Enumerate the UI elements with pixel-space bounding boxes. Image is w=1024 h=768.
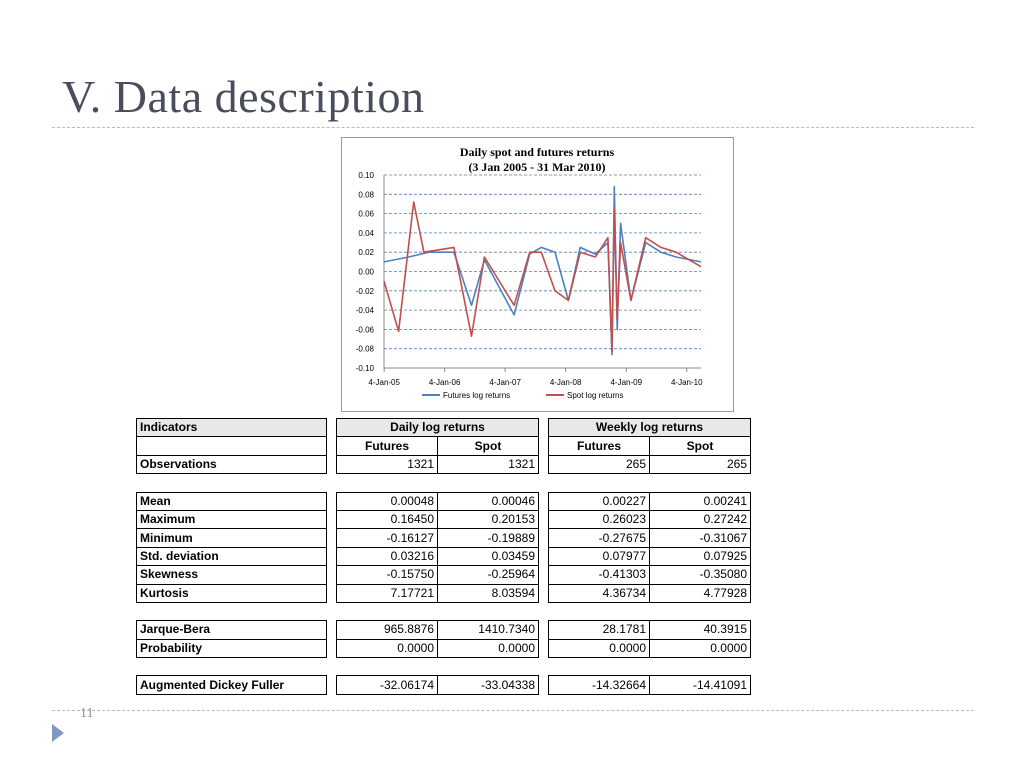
row-label: Std. deviation — [136, 547, 327, 565]
cell-weekly-futures: 0.00227 — [548, 492, 649, 510]
cell-weekly-spot: -0.31067 — [649, 528, 751, 546]
table-header-row — [136, 418, 751, 436]
legend-label: Spot log returns — [567, 391, 624, 400]
x-tick-label: 4-Jan-07 — [489, 378, 521, 387]
slide-title: V. Data description — [62, 71, 425, 122]
cell-weekly-futures: 4.36734 — [548, 584, 649, 603]
cell-daily-futures: 7.17721 — [336, 584, 437, 603]
cell-weekly-spot: 40.3915 — [649, 620, 751, 638]
cell-weekly-spot: -0.35080 — [649, 565, 751, 583]
x-tick-label: 4-Jan-08 — [549, 378, 582, 387]
table-row — [136, 492, 751, 510]
indicators-subheader-blank — [136, 436, 327, 454]
table-row — [136, 565, 751, 583]
page-number: 11 — [80, 706, 94, 721]
x-tick-label: 4-Jan-09 — [610, 378, 643, 387]
y-tick-label: -0.08 — [355, 344, 374, 354]
weekly-futures-header: Futures — [548, 436, 649, 454]
y-tick-label: -0.02 — [355, 286, 374, 296]
cell-daily-spot: -0.19889 — [437, 528, 539, 546]
cell-weekly-spot: 0.27242 — [649, 510, 751, 528]
title-divider — [52, 127, 974, 128]
returns-chart-svg — [342, 138, 733, 411]
indicators-header: Indicators — [136, 418, 327, 436]
cell-daily-futures: 0.00048 — [336, 492, 437, 510]
play-arrow-icon — [52, 724, 64, 742]
cell-daily-spot: 0.00046 — [437, 492, 539, 510]
x-tick-label: 4-Jan-05 — [368, 378, 400, 387]
y-tick-label: -0.10 — [355, 364, 374, 373]
table-row-observations — [136, 455, 751, 474]
cell-weekly-futures: -0.41303 — [548, 565, 649, 583]
table-row — [136, 528, 751, 546]
daily-spot-header: Spot — [437, 436, 539, 454]
table-row — [136, 620, 751, 638]
cell-weekly-futures: 0.0000 — [548, 639, 649, 658]
cell-weekly-futures: 28.1781 — [548, 620, 649, 638]
cell-daily-futures: 965.8876 — [336, 620, 437, 638]
table-row — [136, 547, 751, 565]
y-tick-label: 0.02 — [358, 248, 374, 258]
cell-daily-spot: 0.03459 — [437, 547, 539, 565]
y-tick-label: 0.10 — [358, 171, 374, 180]
cell-daily-spot: 0.20153 — [437, 510, 539, 528]
row-label: Probability — [136, 639, 327, 658]
table-row — [136, 584, 751, 603]
cell-daily-futures: 0.16450 — [336, 510, 437, 528]
cell-daily-spot: 8.03594 — [437, 584, 539, 603]
y-tick-label: -0.06 — [355, 325, 374, 335]
cell-weekly-spot: 0.00241 — [649, 492, 751, 510]
cell-daily-spot: 0.0000 — [437, 639, 539, 658]
weekly-returns-header: Weekly log returns — [548, 418, 751, 436]
daily-returns-header: Daily log returns — [336, 418, 539, 436]
legend-label: Futures log returns — [443, 391, 511, 400]
stationarity-section — [136, 675, 751, 694]
cell-daily-spot: 1410.7340 — [437, 620, 539, 638]
cell-daily-futures: 0.0000 — [336, 639, 437, 658]
cell-daily-futures: 0.03216 — [336, 547, 437, 565]
row-label: Kurtosis — [136, 584, 327, 603]
cell-daily-futures: -0.15750 — [336, 565, 437, 583]
descriptive-statistics-table — [136, 418, 751, 695]
table-row — [136, 675, 751, 694]
cell-daily-spot: 1321 — [437, 455, 539, 474]
row-label: Jarque-Bera — [136, 620, 327, 638]
cell-daily-futures: 1321 — [336, 455, 437, 474]
row-label: Mean — [136, 492, 327, 510]
cell-weekly-spot: 0.07925 — [649, 547, 751, 565]
cell-weekly-futures: -0.27675 — [548, 528, 649, 546]
daily-futures-header: Futures — [336, 436, 437, 454]
moments-section — [136, 492, 751, 603]
cell-weekly-futures: 0.07977 — [548, 547, 649, 565]
cell-weekly-futures: -14.32664 — [548, 675, 649, 694]
x-tick-label: 4-Jan-10 — [670, 378, 703, 387]
table-row — [136, 639, 751, 658]
x-tick-label: 4-Jan-06 — [428, 378, 461, 387]
cell-daily-spot: -0.25964 — [437, 565, 539, 583]
normality-section — [136, 620, 751, 658]
footer-divider — [52, 710, 974, 711]
cell-weekly-futures: 0.26023 — [548, 510, 649, 528]
returns-chart — [341, 137, 734, 412]
chart-title: Daily spot and futures returns — [459, 145, 615, 159]
chart-subtitle: (3 Jan 2005 - 31 Mar 2010) — [468, 160, 606, 174]
cell-weekly-spot: 265 — [649, 455, 751, 474]
weekly-spot-header: Spot — [649, 436, 751, 454]
row-label: Maximum — [136, 510, 327, 528]
y-tick-label: 0.04 — [358, 228, 374, 238]
cell-daily-futures: -0.16127 — [336, 528, 437, 546]
table-row — [136, 510, 751, 528]
y-tick-label: 0.08 — [358, 190, 374, 200]
y-tick-label: 0.00 — [358, 267, 374, 277]
cell-daily-futures: -32.06174 — [336, 675, 437, 694]
cell-weekly-spot: 0.0000 — [649, 639, 751, 658]
row-label: Augmented Dickey Fuller — [136, 675, 327, 694]
cell-daily-spot: -33.04338 — [437, 675, 539, 694]
cell-weekly-futures: 265 — [548, 455, 649, 474]
row-label: Observations — [136, 455, 327, 474]
cell-weekly-spot: 4.77928 — [649, 584, 751, 603]
row-label: Skewness — [136, 565, 327, 583]
table-subheader-row — [136, 436, 751, 454]
cell-weekly-spot: -14.41091 — [649, 675, 751, 694]
y-tick-label: -0.04 — [355, 306, 374, 316]
row-label: Minimum — [136, 528, 327, 546]
y-tick-label: 0.06 — [358, 209, 374, 219]
